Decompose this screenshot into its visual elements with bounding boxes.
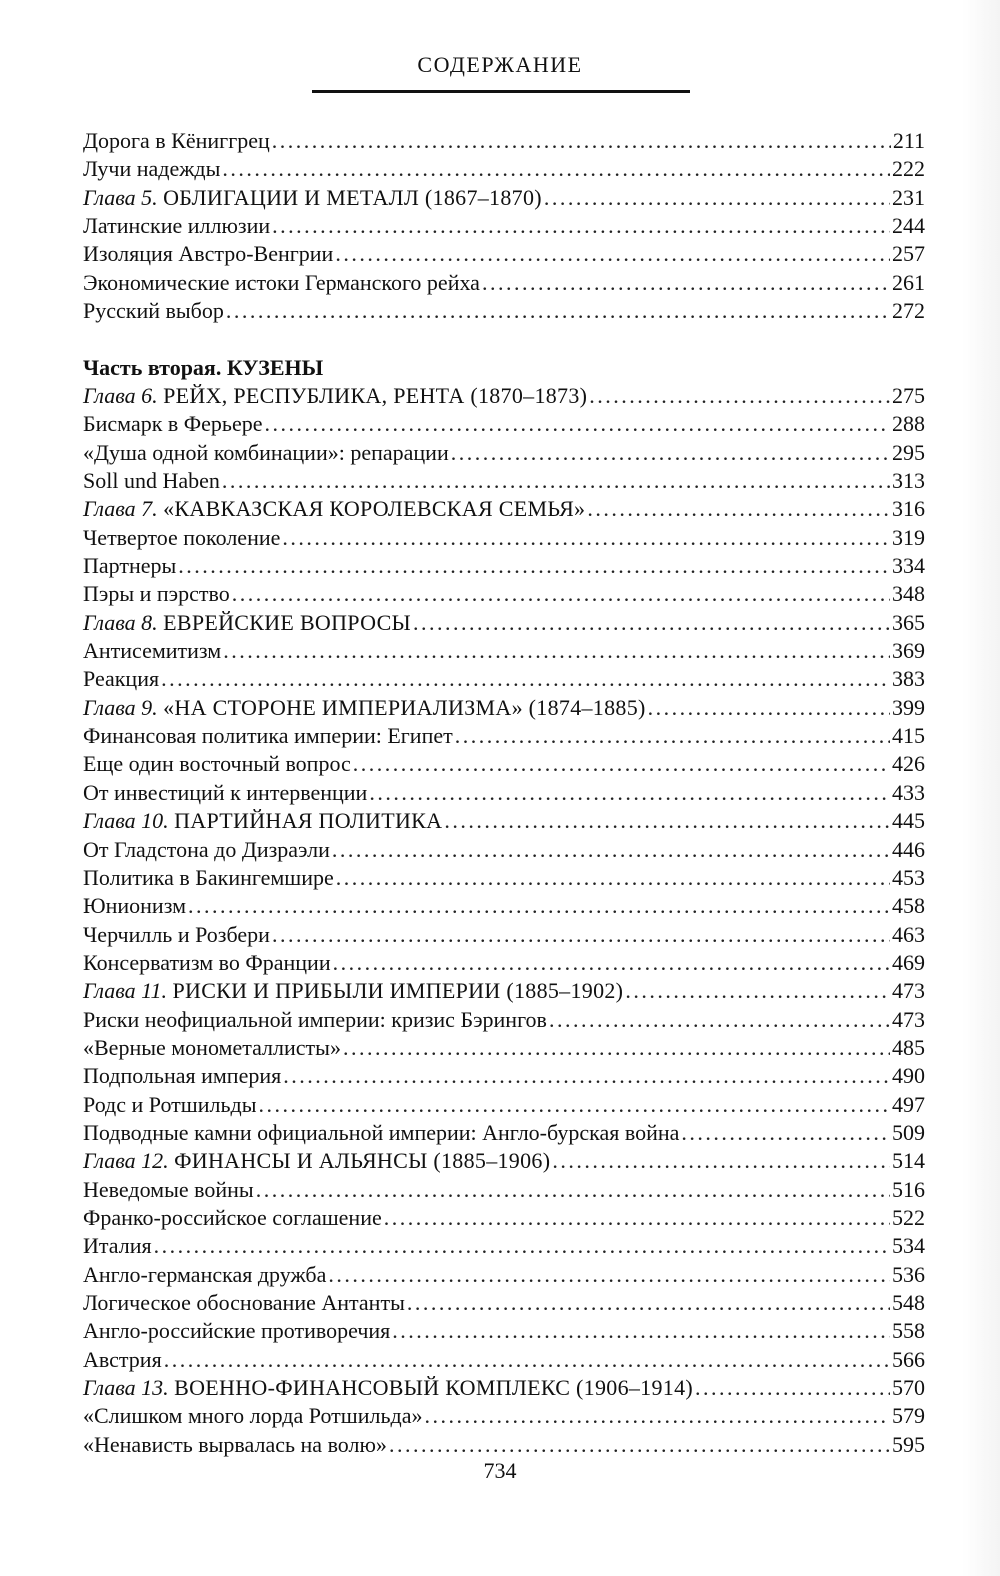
toc-section-entry (83, 1204, 925, 1232)
entry-title: Италия (83, 1233, 152, 1259)
entry-title: Экономические истоки Германского рейха (83, 269, 480, 295)
entry-page-number: 509 (892, 1119, 925, 1145)
dot-leader (232, 580, 890, 608)
entry-page-number: 415 (892, 723, 925, 749)
page-edge-shadow (962, 0, 1000, 1576)
entry-title: Черчилль и Розбери (83, 921, 270, 947)
entry-title: Логическое обоснование Антанты (83, 1290, 405, 1315)
entry-title: Партнеры (83, 553, 177, 579)
toc-section-entry (83, 524, 925, 552)
toc-section-entry (83, 1317, 925, 1345)
dot-leader (413, 609, 890, 637)
entry-page-number: 222 (892, 156, 925, 182)
toc-section-entry (83, 864, 925, 892)
dot-leader (272, 921, 890, 949)
dot-leader (272, 127, 891, 155)
entry-page-number: 319 (892, 524, 925, 550)
dot-leader (226, 297, 890, 325)
dot-leader (389, 1431, 890, 1459)
entry-page-number: 566 (892, 1346, 925, 1372)
entry-title: Неведомые войны (83, 1176, 254, 1202)
dot-leader (681, 1119, 890, 1147)
dot-leader (589, 382, 890, 410)
dot-leader (333, 949, 890, 977)
entry-page-number: 261 (892, 269, 925, 295)
dot-leader (369, 779, 890, 807)
entry-page-number: 295 (892, 439, 925, 465)
dot-leader (161, 665, 890, 693)
toc-section-entry (83, 1091, 925, 1119)
entry-title: ФИНАНСЫ И АЛЬЯНСЫ (1885–1906) (174, 1148, 551, 1174)
entry-page-number: 334 (892, 553, 925, 579)
entry-title: Подводные камни официальной империи: Англо-бурская война (83, 1119, 680, 1145)
entry-page-number: 383 (892, 666, 925, 692)
dot-leader (259, 1091, 891, 1119)
entry-page-number: 231 (892, 184, 925, 210)
chapter-prefix: Глава 7. (83, 496, 158, 522)
entry-title: Soll und Haben (83, 468, 220, 494)
dot-leader (164, 1346, 890, 1374)
toc-list-part (83, 382, 925, 1459)
entry-page-number: 536 (892, 1261, 925, 1287)
dot-leader (384, 1204, 890, 1232)
dot-leader (695, 1374, 890, 1402)
toc-section-entry (83, 1346, 925, 1374)
entry-title: Франко-российское соглашение (83, 1204, 382, 1230)
entry-title: РИСКИ И ПРИБЫЛИ ИМПЕРИИ (1885–1902) (172, 978, 624, 1004)
chapter-prefix: Глава 6. (83, 383, 158, 408)
toc-chapter-entry (83, 184, 925, 212)
toc-section-entry (83, 1261, 925, 1289)
entry-page-number: 595 (892, 1431, 925, 1457)
toc-chapter-entry (83, 382, 925, 410)
entry-title: Русский выбор (83, 298, 224, 324)
dot-leader (154, 1232, 890, 1260)
entry-page-number: 516 (892, 1176, 925, 1202)
toc-section-entry (83, 240, 925, 268)
toc-list-top (83, 127, 925, 325)
chapter-prefix: Глава 9. (83, 694, 158, 720)
entry-page-number: 313 (892, 468, 925, 494)
toc-chapter-entry (83, 977, 925, 1005)
part-title: Часть вторая. КУЗЕНЫ (83, 355, 324, 380)
entry-title: Бисмарк в Ферьере (83, 411, 263, 437)
entry-title: Австрия (83, 1346, 162, 1372)
dot-leader (188, 892, 890, 920)
entry-page-number: 522 (892, 1204, 925, 1230)
dot-leader (343, 1034, 890, 1062)
entry-title: РЕЙХ, РЕСПУБЛИКА, РЕНТА (1870–1873) (163, 383, 588, 408)
toc-section-entry (83, 665, 925, 693)
toc-section-entry (83, 836, 925, 864)
toc-section-entry (83, 467, 925, 495)
entry-title: Еще один восточный вопрос (83, 751, 351, 777)
entry-page-number: 445 (892, 808, 925, 834)
dot-leader (223, 637, 890, 665)
entry-title: Риски неофициальной империи: кризис Бэрингов (83, 1006, 547, 1032)
dot-leader (552, 1147, 890, 1175)
entry-page-number: 473 (892, 978, 925, 1004)
header-rule (312, 90, 690, 93)
entry-title: Изоляция Австро-Венгрии (83, 241, 334, 267)
chapter-prefix: Глава 5. (83, 184, 158, 210)
entry-title: ПАРТИЙНАЯ ПОЛИТИКА (174, 808, 443, 834)
dot-leader (336, 864, 890, 892)
dot-leader (222, 155, 890, 183)
entry-page-number: 316 (892, 496, 925, 522)
entry-page-number: 288 (892, 411, 925, 437)
dot-leader (587, 495, 890, 523)
dot-leader (544, 184, 890, 212)
entry-title: Пэры и пэрство (83, 581, 230, 607)
toc-section-entry (83, 212, 925, 240)
page-header: СОДЕРЖАНИЕ (417, 52, 583, 77)
entry-title: ВОЕННО-ФИНАНСОВЫЙ КОМПЛЕКС (1906–1914) (174, 1375, 694, 1401)
toc-section-entry (83, 297, 925, 325)
entry-page-number: 446 (892, 836, 925, 862)
entry-page-number: 463 (892, 921, 925, 947)
entry-page-number: 244 (892, 213, 925, 239)
toc-section-entry (83, 155, 925, 183)
chapter-prefix: Глава 11. (83, 978, 167, 1004)
entry-page-number: 275 (892, 383, 925, 408)
dot-leader (222, 467, 890, 495)
chapter-prefix: Глава 10. (83, 808, 169, 834)
dot-leader (455, 722, 890, 750)
entry-title: Англо-германская дружба (83, 1261, 327, 1287)
toc-section-entry (83, 1176, 925, 1204)
entry-title: Англо-российские противоречия (83, 1318, 391, 1344)
entry-title: «КАВКАЗСКАЯ КОРОЛЕВСКАЯ СЕМЬЯ» (163, 496, 586, 522)
entry-page-number: 399 (892, 694, 925, 720)
dot-leader (328, 1261, 890, 1289)
entry-page-number: 257 (892, 241, 925, 267)
entry-page-number: 458 (892, 893, 925, 919)
entry-title: От Гладстона до Дизраэли (83, 836, 330, 862)
dot-leader (392, 1317, 890, 1345)
entry-title: Лучи надежды (83, 156, 221, 182)
toc-chapter-entry (83, 694, 925, 722)
dot-leader (444, 807, 890, 835)
entry-page-number: 570 (892, 1375, 925, 1401)
toc-section-entry (83, 410, 925, 438)
entry-title: «НА СТОРОНЕ ИМПЕРИАЛИЗМА» (1874–1885) (163, 694, 646, 720)
toc-section-entry (83, 1289, 925, 1317)
toc-section-entry (83, 779, 925, 807)
dot-leader (407, 1289, 890, 1317)
dot-leader (648, 694, 890, 722)
entry-page-number: 490 (892, 1063, 925, 1089)
dot-leader (424, 1402, 890, 1430)
toc-chapter-entry (83, 807, 925, 835)
entry-title: Четвертое поколение (83, 524, 281, 550)
entry-page-number: 579 (892, 1403, 925, 1429)
entry-title: Антисемитизм (83, 638, 222, 664)
dot-leader (283, 1062, 890, 1090)
entry-title: «Душа одной комбинации»: репарации (83, 439, 449, 465)
chapter-prefix: Глава 12. (83, 1148, 169, 1174)
entry-title: Реакция (83, 666, 160, 692)
page-number: 734 (483, 1458, 517, 1483)
entry-page-number: 558 (892, 1318, 925, 1344)
entry-title: Юнионизм (83, 893, 187, 919)
entry-title: Финансовая политика империи: Египет (83, 723, 453, 749)
entry-title: ОБЛИГАЦИИ И МЕТАЛЛ (1867–1870) (163, 184, 542, 210)
toc-section-entry (83, 949, 925, 977)
dot-leader (335, 240, 890, 268)
toc-section-entry (83, 127, 925, 155)
entry-title: Политика в Бакингемшире (83, 864, 334, 890)
dot-leader (332, 836, 890, 864)
entry-title: Консерватизм во Франции (83, 949, 331, 975)
entry-page-number: 348 (892, 581, 925, 607)
toc-part-two (83, 354, 925, 1459)
entry-title: Подпольная империя (83, 1063, 282, 1089)
dot-leader (549, 1006, 890, 1034)
entry-page-number: 485 (892, 1034, 925, 1060)
entry-page-number: 369 (892, 638, 925, 664)
dot-leader (272, 212, 890, 240)
entry-page-number: 272 (892, 298, 925, 324)
toc-section-entry (83, 921, 925, 949)
entry-title: «Ненависть вырвалась на волю» (83, 1431, 387, 1457)
dot-leader (353, 750, 890, 778)
chapter-prefix: Глава 8. (83, 609, 158, 635)
toc-chapter-entry (83, 495, 925, 523)
entry-page-number: 365 (892, 609, 925, 635)
toc-section-entry (83, 552, 925, 580)
entry-title: «Слишком много лорда Ротшильда» (83, 1403, 423, 1429)
toc-section-entry (83, 892, 925, 920)
toc-section-entry (83, 637, 925, 665)
entry-title: «Верные монометаллисты» (83, 1034, 341, 1060)
entry-page-number: 497 (892, 1091, 925, 1117)
entry-page-number: 211 (892, 128, 925, 153)
entry-page-number: 514 (892, 1148, 925, 1174)
dot-leader (482, 269, 890, 297)
toc-section-entry (83, 722, 925, 750)
entry-page-number: 548 (892, 1290, 925, 1315)
toc-chapter-entry (83, 609, 925, 637)
entry-page-number: 473 (892, 1006, 925, 1032)
dot-leader (451, 439, 890, 467)
toc-section-entry (83, 1402, 925, 1430)
entry-page-number: 534 (892, 1233, 925, 1259)
dot-leader (178, 552, 890, 580)
entry-title: Дорога в Кёниггрец (83, 128, 270, 153)
toc-section-entry (83, 269, 925, 297)
toc-section-entry (83, 1232, 925, 1260)
toc-section-entry (83, 1034, 925, 1062)
entry-title: Родс и Ротшильды (83, 1091, 257, 1117)
entry-title: От инвестиций к интервенции (83, 779, 368, 805)
entry-page-number: 433 (892, 779, 925, 805)
toc-section-entry (83, 1062, 925, 1090)
entry-page-number: 453 (892, 864, 925, 890)
entry-page-number: 469 (892, 949, 925, 975)
entry-page-number: 426 (892, 751, 925, 777)
entry-title: ЕВРЕЙСКИЕ ВОПРОСЫ (163, 609, 412, 635)
dot-leader (282, 524, 890, 552)
toc-section-entry (83, 1119, 925, 1147)
dot-leader (625, 977, 890, 1005)
toc-chapter-entry (83, 1374, 925, 1402)
toc-section-entry (83, 439, 925, 467)
toc-section-entry (83, 1006, 925, 1034)
chapter-prefix: Глава 13. (83, 1375, 169, 1401)
toc-section-entry (83, 1431, 925, 1459)
toc-chapter-entry (83, 1147, 925, 1175)
toc-section-entry (83, 750, 925, 778)
dot-leader (265, 410, 891, 438)
dot-leader (256, 1176, 890, 1204)
toc-section-entry (83, 580, 925, 608)
entry-title: Латинские иллюзии (83, 213, 271, 239)
